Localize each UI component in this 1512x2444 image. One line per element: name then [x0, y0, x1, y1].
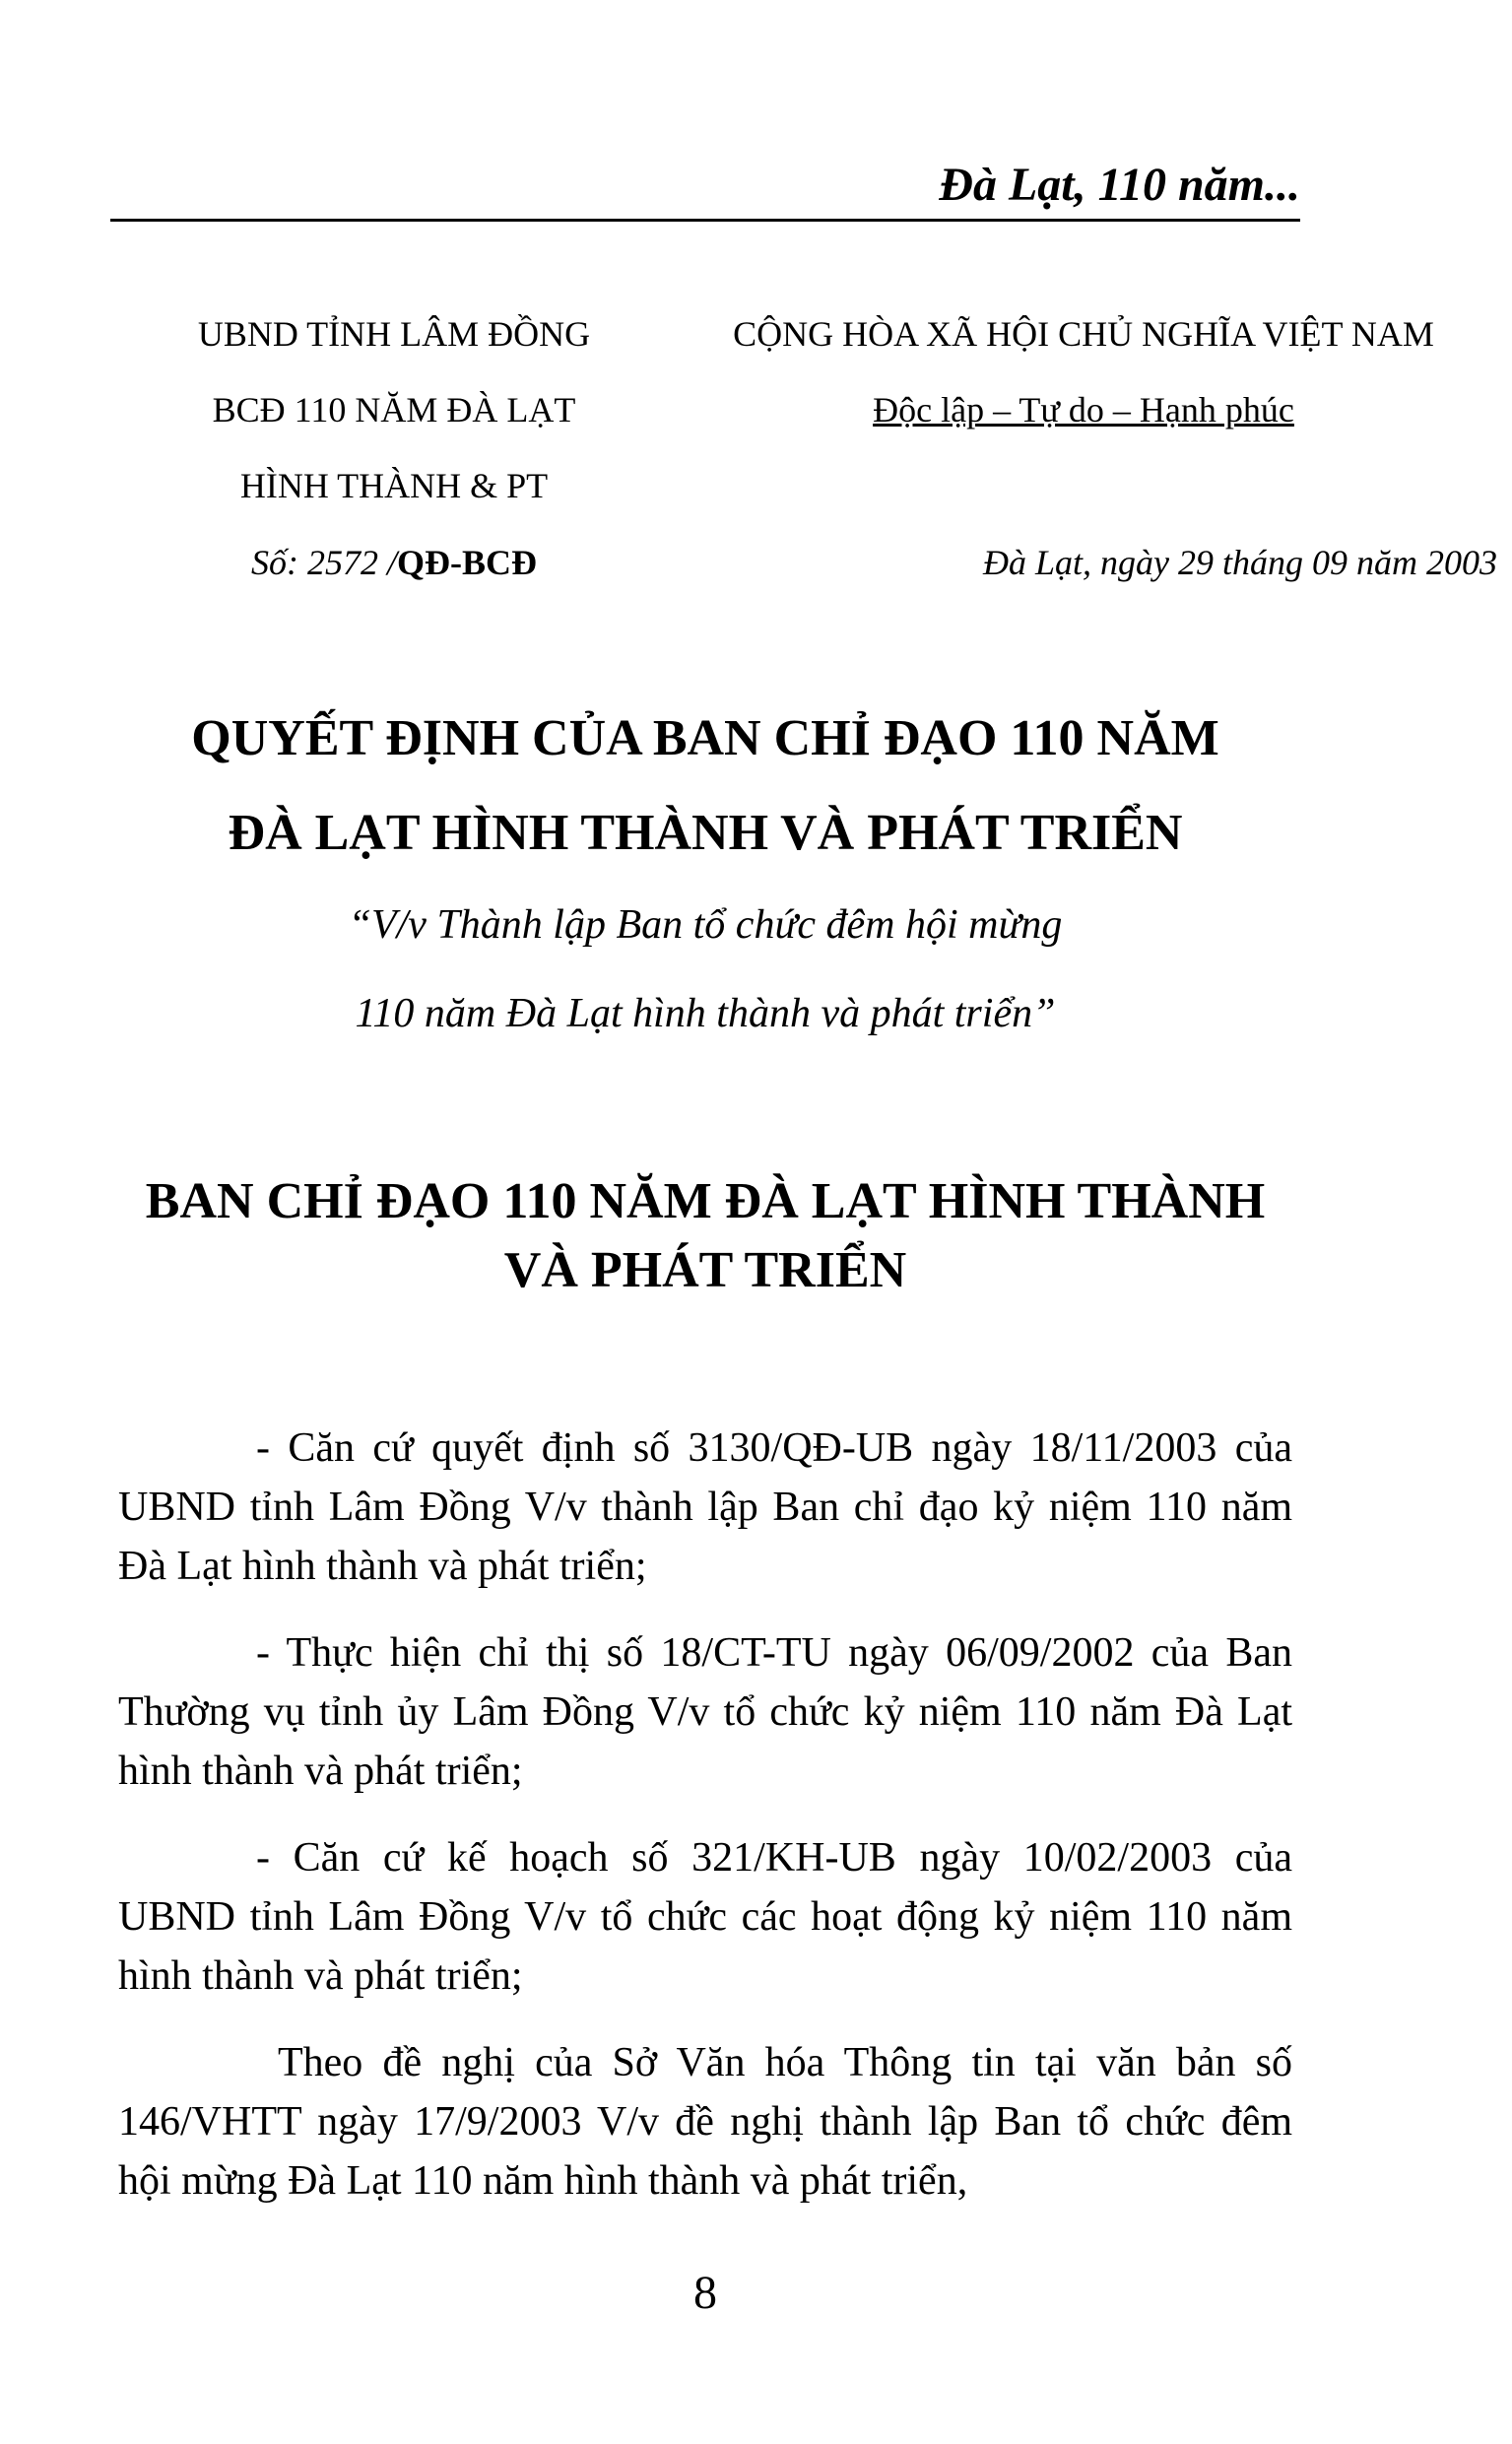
decision-title-line-1: QUYẾT ĐỊNH CỦA BAN CHỈ ĐẠO 110 NĂM — [191, 710, 1219, 766]
paragraph-directive: - Thực hiện chỉ thị số 18/CT-TU ngày 06/09/2002 của Ban Thường vụ tỉnh ủy Lâm Đồng V/v tổ chức kỷ niệm 110 năm Đà Lạt hình thành và phát triển; — [118, 1630, 1292, 1794]
authority-line-2: VÀ PHÁT TRIỂN — [503, 1242, 907, 1298]
running-header: Đà Lạt, 110 năm... — [939, 159, 1300, 211]
decision-title-line-2: ĐÀ LẠT HÌNH THÀNH VÀ PHÁT TRIỂN — [228, 805, 1183, 861]
authority-line-1: BAN CHỈ ĐẠO 110 NĂM ĐÀ LẠT HÌNH THÀNH — [145, 1173, 1266, 1229]
document-body — [118, 1419, 1292, 2238]
page-number: 8 — [693, 2267, 717, 2319]
issuer-line-1: UBND TỈNH LÂM ĐỒNG — [197, 314, 591, 354]
document-number-prefix: Số: 2572 / — [251, 543, 397, 582]
issue-date: Đà Lạt, ngày 29 tháng 09 năm 2003 — [983, 543, 1497, 582]
paragraph-proposal: Theo đề nghị của Sở Văn hóa Thông tin tại văn bản số 146/VHTT ngày 17/9/2003 V/v đề nghị thành lập Ban tổ chức đêm hội mừng Đà Lạt 110 năm hình thành và phát triển, — [118, 2040, 1292, 2204]
header-rule — [110, 219, 1300, 222]
motto-text: Độc lập – Tự do – Hạnh phúc — [873, 390, 1294, 429]
decision-subject-line-2: 110 năm Đà Lạt hình thành và phát triển” — [355, 991, 1056, 1036]
paragraph-basis-decision: - Căn cứ quyết định số 3130/QĐ-UB ngày 18/11/2003 của UBND tỉnh Lâm Đồng V/v thành lập Ban chỉ đạo kỷ niệm 110 năm Đà Lạt hình thành và phát triển; — [118, 1425, 1292, 1589]
issuer-line-3: HÌNH THÀNH & PT — [239, 466, 549, 505]
decision-subject-line-1: “V/v Thành lập Ban tổ chức đêm hội mừng — [348, 902, 1063, 948]
issuer-line-2: BCĐ 110 NĂM ĐÀ LẠT — [212, 390, 576, 429]
nation-motto — [670, 389, 1497, 430]
nation-name: CỘNG HÒA XÃ HỘI CHỦ NGHĨA VIỆT NAM — [733, 314, 1434, 354]
document-number-code: QĐ-BCĐ — [397, 543, 537, 582]
document-number — [128, 542, 660, 583]
paragraph-plan: - Căn cứ kế hoạch số 321/KH-UB ngày 10/02/2003 của UBND tỉnh Lâm Đồng V/v tổ chức các hoạt động kỷ niệm 110 năm hình thành và phát triển; — [118, 1835, 1292, 1999]
